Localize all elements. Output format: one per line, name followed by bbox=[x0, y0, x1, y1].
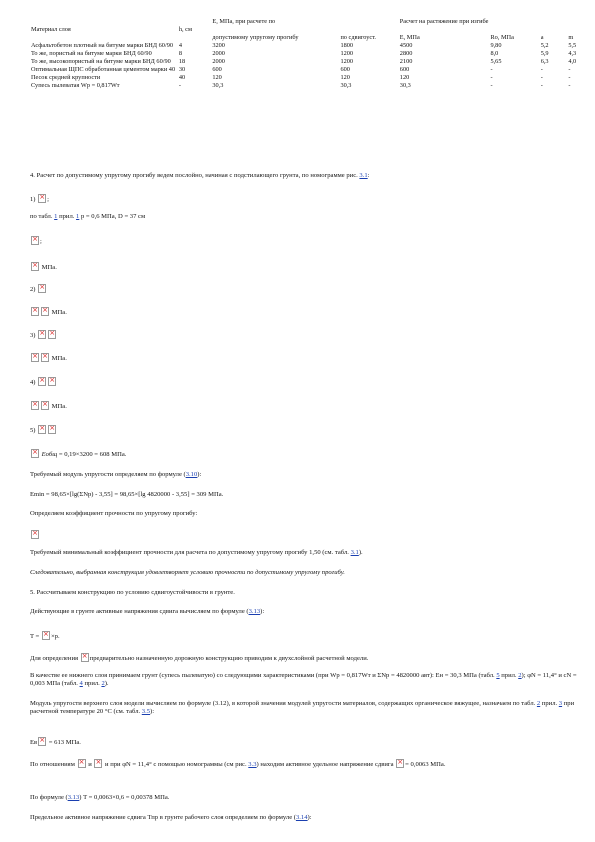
broken-image-icon bbox=[38, 377, 46, 386]
header-e-group: Е, МПа, при расчете по bbox=[212, 18, 276, 25]
header-calc-m: m bbox=[568, 34, 574, 41]
table-cell: - bbox=[568, 82, 571, 89]
link-table-1[interactable]: 1 bbox=[54, 213, 58, 220]
conclusion-line: Следовательно, выбранная конструкция удовлетворяет условию прочности по допустимому упругому прогибу. bbox=[30, 569, 345, 576]
table-cell: 8,0 bbox=[490, 50, 499, 57]
t-formula: T = ××p. bbox=[30, 631, 577, 641]
header-calc-ro: Ro, МПа bbox=[490, 34, 514, 41]
table-cell: 5,5 bbox=[568, 42, 577, 49]
result-line-4: ×× МПа. bbox=[30, 401, 577, 411]
section-4-heading: 4. Расчет по допустимому упругому прогибу ведем послойно, начиная с подстилающего грунта, по номограмме рис. 3.1: bbox=[30, 172, 370, 179]
determination-line: Для определения ×предварительно назначенную дорожную конструкцию приводим к двухслойной расчетной модели. bbox=[30, 653, 577, 663]
table-header-row bbox=[30, 18, 595, 42]
header-e-sub1: допустимому упругому прогибу bbox=[212, 34, 299, 41]
table-cell-material: То же, высокопористый на битуме марки БНД 60/90 bbox=[31, 58, 171, 65]
table-row bbox=[30, 58, 595, 66]
table-cell: 600 bbox=[212, 66, 222, 73]
table-row bbox=[30, 66, 595, 74]
link-formula-3-13b[interactable]: 3.13 bbox=[67, 794, 80, 801]
table-row bbox=[30, 82, 595, 90]
link-table-3-1[interactable]: 3.1 bbox=[350, 549, 359, 556]
header-calc-a: a bbox=[540, 34, 544, 41]
table-cell: 18 bbox=[178, 58, 186, 65]
table-cell: - bbox=[490, 66, 493, 73]
table-cell: 5,9 bbox=[540, 50, 549, 57]
broken-image-icon bbox=[396, 759, 404, 768]
table-cell: 600 bbox=[340, 66, 350, 73]
link-appendix-2[interactable]: 2 bbox=[518, 672, 522, 679]
table-cell: - bbox=[490, 74, 493, 81]
table-cell: 40 bbox=[178, 74, 186, 81]
result-line-1: × МПа. bbox=[30, 262, 577, 272]
link-formula-3-10[interactable]: 3.10 bbox=[185, 471, 198, 478]
header-h: h, см bbox=[178, 26, 192, 33]
table-cell: 6,3 bbox=[540, 58, 549, 65]
table-cell: 600 bbox=[399, 66, 410, 73]
table-cell: - bbox=[568, 66, 571, 73]
table-cell: - bbox=[178, 82, 181, 89]
link-formula-3-14[interactable]: 3.14 bbox=[295, 814, 308, 821]
ea-line: Ев× = 613 МПа. bbox=[30, 737, 577, 747]
table-cell: - bbox=[568, 74, 571, 81]
result-line-3: ×× МПа. bbox=[30, 353, 577, 363]
broken-image-icon bbox=[38, 330, 46, 339]
table-cell: 4,3 bbox=[568, 50, 577, 57]
table-ref-line: по табл. 1 прил. 1 р = 0,6 МПа, D = 37 см bbox=[30, 213, 146, 220]
table-row bbox=[30, 74, 595, 82]
table-cell-material: То же, пористый на битуме марки БНД 60/90 bbox=[31, 50, 152, 57]
header-calc-e: E, МПа bbox=[399, 34, 420, 41]
broken-image-icon bbox=[48, 330, 56, 339]
formula-3-13-result: По формуле (3.13) T = 0,0063×0,6 = 0,00378 МПа. bbox=[30, 794, 170, 801]
table-cell: 3200 bbox=[212, 42, 225, 49]
formula-line-1: ×; bbox=[30, 236, 577, 246]
broken-image-icon bbox=[81, 653, 89, 662]
table-cell: 5,65 bbox=[490, 58, 502, 65]
table-cell: 2800 bbox=[399, 50, 413, 57]
coef-line: Определяем коэффициент прочности по упругому прогибу: bbox=[30, 510, 198, 517]
broken-image-icon bbox=[38, 284, 46, 293]
table-cell: 1800 bbox=[340, 42, 354, 49]
required-coef-line: Требуемый минимальный коэффициент прочности для расчета по допустимому упругому прогибу 1,50 (см. табл. 3.1). bbox=[30, 549, 363, 556]
broken-image-icon bbox=[31, 353, 39, 362]
broken-image-icon bbox=[31, 449, 39, 458]
link-formula-3-13[interactable]: 3.13 bbox=[248, 608, 261, 615]
broken-image-icon bbox=[48, 425, 56, 434]
table-row bbox=[30, 42, 595, 50]
broken-image-icon bbox=[48, 377, 56, 386]
step-1: 1) × ; bbox=[30, 194, 577, 204]
link-table-4[interactable]: 4 bbox=[79, 679, 83, 687]
table-cell: 120 bbox=[340, 74, 350, 81]
header-e-sub2: по сдвигоуст. bbox=[340, 34, 377, 41]
broken-image-icon bbox=[94, 759, 102, 768]
broken-image-icon bbox=[41, 307, 49, 316]
table-cell-material: Оптимальная ЩПС обработанная цементом марки 40 bbox=[31, 66, 176, 73]
broken-image-icon bbox=[31, 530, 39, 539]
broken-image-icon bbox=[31, 262, 39, 271]
table-cell: 4 bbox=[178, 42, 183, 49]
table-cell: 120 bbox=[212, 74, 222, 81]
table-cell: 1200 bbox=[340, 50, 354, 57]
table-cell: - bbox=[540, 66, 543, 73]
table-cell-material: Супесь пылеватая Wp = 0,817Wт bbox=[31, 82, 120, 89]
link-table-3-5[interactable]: 3.5 bbox=[141, 707, 151, 715]
broken-image-icon bbox=[41, 353, 49, 362]
broken-image-icon bbox=[31, 236, 39, 245]
table-row bbox=[30, 50, 595, 58]
table-cell: 30,3 bbox=[212, 82, 224, 89]
required-modulus-line: Требуемый модуль упругости определяем по формуле (3.10): bbox=[30, 471, 202, 478]
link-appendix-3[interactable]: 3 bbox=[558, 700, 563, 707]
table-cell: - bbox=[540, 82, 543, 89]
link-appendix-2b[interactable]: 2 bbox=[101, 679, 105, 687]
table-cell: 2000 bbox=[212, 58, 225, 65]
table-cell: 4,0 bbox=[568, 58, 577, 65]
active-stress-line: Действующие в грунте активные напряжения сдвига вычисляем по формуле (3.13): bbox=[30, 608, 265, 615]
table-cell: 30 bbox=[178, 66, 186, 73]
table-cell: 2100 bbox=[399, 58, 413, 65]
link-table-2[interactable]: 2 bbox=[536, 700, 541, 707]
header-calc-group: Расчет на растяжение при изгибе bbox=[399, 18, 489, 25]
step-4: 4) ×× bbox=[30, 377, 577, 387]
step-2: 2) × bbox=[30, 284, 577, 294]
link-fig-3-3[interactable]: 3.3 bbox=[248, 761, 257, 768]
link-appendix-1[interactable]: 1 bbox=[76, 213, 80, 220]
header-material: Материал слоя bbox=[31, 26, 71, 33]
step-3: 3) ×× bbox=[30, 330, 577, 340]
broken-image-icon bbox=[38, 425, 46, 434]
emin-formula: Еmin = 98,65×[lg(ΣNp) - 3,55] = 98,65×[lg 4820000 - 3,55] = 309 МПа. bbox=[30, 491, 224, 498]
broken-image-icon bbox=[78, 759, 86, 768]
table-cell: 5,2 bbox=[540, 42, 549, 49]
materials-table bbox=[30, 18, 595, 90]
table-cell: - bbox=[540, 74, 543, 81]
result-line-2: ×× МПа. bbox=[30, 307, 577, 317]
table-cell: 120 bbox=[399, 74, 410, 81]
section-5-heading: 5. Рассчитываем конструкцию по условию сдвигоустойчивости в грунте. bbox=[30, 589, 235, 596]
link-fig-3-1[interactable]: 3.1 bbox=[359, 172, 368, 179]
table-cell: 30,3 bbox=[340, 82, 352, 89]
broken-image-icon bbox=[38, 194, 46, 203]
table-cell-material: Песок средней крупности bbox=[31, 74, 101, 81]
table-cell: 9,80 bbox=[490, 42, 502, 49]
modulus-paragraph: Модуль упругости верхнего слоя модели вычисляем по формуле (3.12), в которой значения модулей упругости материалов, содержащих органическое вяжущее, назначаем по табл. 2 прил. 3 при расчетной температуре 20 °С (см. табл. 3.5): bbox=[30, 700, 575, 715]
table-cell: 1200 bbox=[340, 58, 354, 65]
limit-stress-line: Предельное активное напряжение сдвига Тпр в грунте рабочего слоя определяем по формуле (3.14): bbox=[30, 814, 312, 821]
broken-image-icon bbox=[42, 631, 50, 640]
broken-image-icon bbox=[41, 401, 49, 410]
broken-image-icon bbox=[38, 737, 46, 746]
link-table-5[interactable]: 5 bbox=[496, 672, 500, 679]
relations-paragraph: По отношениям × и × и при φN = 11,4° с помощью номограммы (см рис. 3.3) находим активное удельное напряжение сдвига ×= 0,0063 МПа. bbox=[30, 759, 577, 769]
step-5: 5) ×× bbox=[30, 425, 577, 435]
table-cell: 4500 bbox=[399, 42, 413, 49]
lower-layer-paragraph: В качестве ее нижнего слоя принимаем грунт (супесь пылеватую) со следующими характеристиками (при Wp = 0,817Wт и ΣNp = 4820000 авт): Ен = 30,3 МПа (табл. 5 прил. 2); φN = 11,4° и cN = 0,003 МПа (табл. 4 прил. 2). bbox=[30, 672, 577, 687]
table-cell: 2000 bbox=[212, 50, 225, 57]
coef-formula-line bbox=[30, 530, 577, 540]
table-cell-material: Асфальтобетон плотный на битуме марки БНД 60/90 bbox=[31, 42, 173, 49]
table-cell: 8 bbox=[178, 50, 183, 57]
table-cell: - bbox=[490, 82, 493, 89]
table-body bbox=[30, 42, 595, 90]
eobsh-line: × Еобщ = 0,19×3200 = 608 МПа. bbox=[30, 449, 577, 459]
broken-image-icon bbox=[31, 307, 39, 316]
broken-image-icon bbox=[31, 401, 39, 410]
table-cell: 30,3 bbox=[399, 82, 411, 89]
